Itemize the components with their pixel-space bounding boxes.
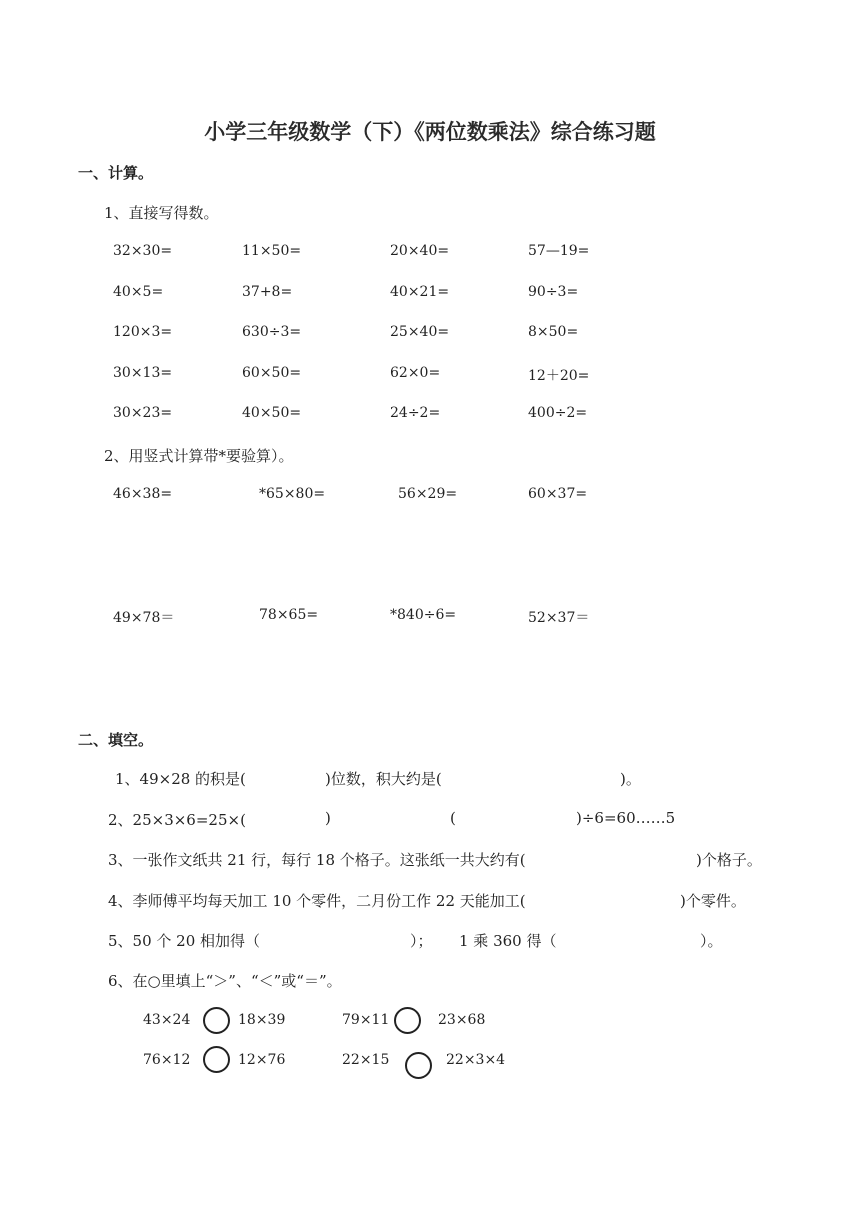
calc-item: 30×13= [113, 365, 173, 381]
calc-item: 60×50= [242, 365, 302, 381]
compare-left: 79×11 [342, 1012, 390, 1028]
calc-item: 37+8= [242, 284, 293, 300]
calc-item: 57—19= [528, 243, 590, 259]
calc-item: 32×30= [113, 243, 173, 259]
calc-item: 62×0= [390, 365, 441, 381]
q1-label: 1、直接写得数。 [104, 204, 219, 222]
section-2-heading: 二、填空。 [78, 731, 154, 749]
compare-circle[interactable] [394, 1007, 421, 1034]
fill-q1-part: 1、49×28 的积是( [115, 770, 246, 788]
fill-q1-part: )位数，积大约是( [325, 770, 442, 788]
q2-label: 2、用竖式计算带*要验算）。 [104, 447, 294, 465]
compare-circle[interactable] [405, 1052, 432, 1079]
calc-item: 11×50= [242, 243, 302, 259]
calc-item: 630÷3= [242, 324, 302, 340]
vertical-calc-item: *840÷6= [390, 607, 457, 623]
calc-item: 400÷2= [528, 405, 588, 421]
section-1-heading: 一、计算。 [78, 164, 154, 182]
fill-q5-part: 5、50 个 20 相加得（ [108, 932, 261, 950]
compare-left: 43×24 [143, 1012, 191, 1028]
calc-item: 20×40= [390, 243, 450, 259]
fill-q4-part: 4、李师傅平均每天加工 10 个零件，二月份工作 22 天能加工( [108, 892, 526, 910]
calc-item: 40×50= [242, 405, 302, 421]
calc-item: 90÷3= [528, 284, 579, 300]
compare-circle[interactable] [203, 1007, 230, 1034]
page-title: 小学三年级数学（下）《两位数乘法》综合练习题 [204, 120, 656, 144]
compare-right: 23×68 [438, 1012, 486, 1028]
calc-item: 30×23= [113, 405, 173, 421]
fill-q1-part: )。 [620, 770, 641, 788]
calc-item: 25×40= [390, 324, 450, 340]
fill-q2-part: 2、25×3×6=25×( [108, 811, 246, 829]
fill-q5-part: ）。 [700, 932, 723, 950]
calc-item: 40×21= [390, 284, 450, 300]
fill-q3-part: )个格子。 [696, 851, 762, 869]
vertical-calc-item: 46×38= [113, 486, 173, 502]
vertical-calc-item: 60×37= [528, 486, 588, 502]
calc-item: 120×3= [113, 324, 173, 340]
fill-q2-part: ( [450, 809, 456, 827]
vertical-calc-item: 52×37＝ [528, 610, 590, 626]
compare-left: 76×12 [143, 1052, 191, 1068]
fill-q4-part: )个零件。 [680, 892, 746, 910]
q6-label: 6、在○里填上“＞”、“＜”或“＝”。 [108, 972, 342, 990]
fill-q5-part: 1 乘 360 得（ [459, 932, 557, 950]
compare-circle[interactable] [203, 1046, 230, 1073]
fill-q3-part: 3、一张作文纸共 21 行，每行 18 个格子。这张纸一共大约有( [108, 851, 526, 869]
fill-q2-part: ) [325, 809, 331, 827]
compare-right: 22×3×4 [446, 1052, 506, 1068]
compare-right: 12×76 [238, 1052, 286, 1068]
fill-q5-part: ）； [410, 932, 433, 950]
vertical-calc-item: 56×29= [398, 486, 458, 502]
calc-item: 8×50= [528, 324, 579, 340]
compare-left: 22×15 [342, 1052, 390, 1068]
calc-item: 40×5= [113, 284, 164, 300]
vertical-calc-item: 78×65= [259, 607, 319, 623]
calc-item: 12＋20= [528, 368, 590, 384]
fill-q2-part: )÷6=60……5 [576, 809, 676, 827]
compare-right: 18×39 [238, 1012, 286, 1028]
calc-item: 24÷2= [390, 405, 441, 421]
vertical-calc-item: 49×78＝ [113, 610, 175, 626]
vertical-calc-item: *65×80= [259, 486, 326, 502]
